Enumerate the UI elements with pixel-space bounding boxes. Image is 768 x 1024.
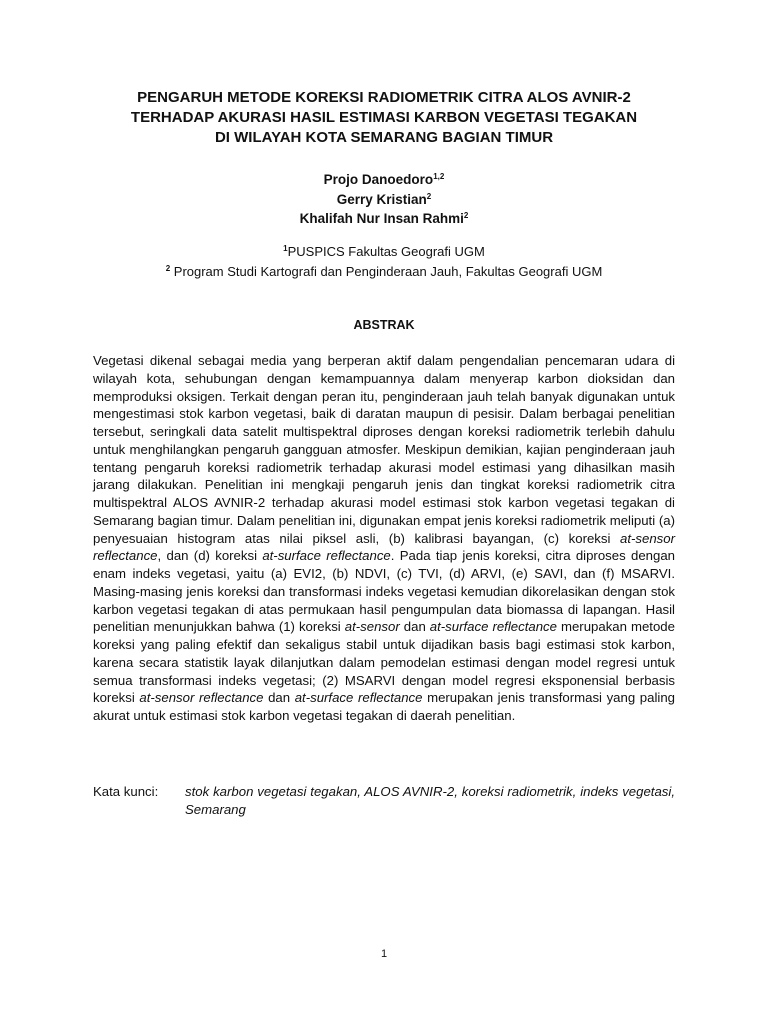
author-affiliation-mark: 2 bbox=[463, 211, 469, 220]
author-affiliation-mark: 1,2 bbox=[433, 172, 445, 181]
abstract-body bbox=[93, 352, 675, 725]
abstract-emphasis: at-surface reflectance bbox=[262, 548, 391, 564]
affiliation bbox=[0, 242, 768, 262]
abstract-text: Vegetasi dikenal sebagai media yang berperan aktif dalam pengendalian pencemaran udara di wilayah kota, sehubungan dengan kemampuannya dalam menyerap karbon dioksidan dan memproduksi oksigen. Terkait dengan peran itu, penginderaan jauh telah banyak digunakan untuk mengestimasi stok karbon vegetasi, baik di daratan maupun di pesisir. Dalam berbagai penelitian tersebut, seringkali data satelit multispektral diproses dengan koreksi radiometrik terlebih dahulu untuk menghilangkan pengaruh gangguan atmosfer. Meskipun demikian, kajian penginderaan jauh tentang pengaruh koreksi radiometrik terhadap akurasi model estimasi yang dihasilkan masih jarang dilakukan. Penelitian ini mengkaji pengaruh jenis dan tingkat koreksi radiometrik citra multispektral ALOS AVNIR-2 terhadap akurasi model estimasi stok karbon vegetasi tegakan di Semarang bagian timur. Dalam penelitian ini, digunakan empat jenis koreksi radiometrik meliputi (a) penyesuaian histogram atas nilai piksel asli, (b) kalibrasi bayangan, (c) koreksi bbox=[93, 353, 675, 546]
affiliation-mark: 1 bbox=[283, 244, 288, 253]
abstract-heading: ABSTRAK bbox=[353, 318, 415, 332]
abstract-text: merupakan jenis transformasi yang paling akurat untuk estimasi stok karbon vegetasi tegakan di daerah penelitian. bbox=[93, 690, 675, 723]
author-name: Khalifah Nur Insan Rahmi bbox=[299, 211, 464, 226]
keywords-block bbox=[93, 783, 675, 819]
author-list bbox=[0, 170, 768, 229]
author-affiliation-mark: 2 bbox=[426, 191, 432, 201]
keywords-text: stok karbon vegetasi tegakan, ALOS AVNIR-2, koreksi radiometrik, indeks vegetasi, Semarang bbox=[185, 784, 675, 817]
title-line-2: TERHADAP AKURASI HASIL ESTIMASI KARBON VEGETASI TEGAKAN bbox=[130, 109, 638, 126]
author bbox=[0, 190, 768, 210]
author-name: Gerry Kristian bbox=[336, 191, 427, 207]
affiliation-list bbox=[0, 242, 768, 281]
abstract-emphasis: at-surface reflectance bbox=[429, 619, 557, 635]
abstract-text: . Pada tiap jenis koreksi, citra diproses dengan enam indeks vegetasi, yaitu (a) EVI2, (b) NDVI, (c) TVI, (d) ARVI, (e) SAVI, dan (f) MSARVI. Masing-masing jenis koreksi dan transformasi indeks vegetasi kemudian dikorelasikan dengan stok karbon vegetasi tegakan di atas permukaan hasil pengumpulan data biomassa di lapangan. Hasil penelitian menunjukkan bahwa (1) koreksi bbox=[93, 548, 675, 635]
affiliation-text: Program Studi Kartografi dan Penginderaan Jauh, Fakultas Geografi UGM bbox=[170, 263, 603, 279]
paper-title bbox=[60, 88, 708, 148]
abstract-emphasis: at-surface reflectance bbox=[294, 690, 423, 706]
abstract-emphasis: at-sensor reflectance bbox=[139, 690, 264, 706]
abstract-text: dan bbox=[263, 690, 295, 706]
author-name: Projo Danoedoro bbox=[323, 172, 434, 187]
title-line-3: DI WILAYAH KOTA SEMARANG BAGIAN TIMUR bbox=[214, 129, 554, 146]
page-number: 1 bbox=[380, 948, 388, 960]
affiliation bbox=[0, 262, 768, 282]
keywords-label: Kata kunci: bbox=[93, 784, 159, 799]
affiliation-mark: 2 bbox=[165, 263, 171, 273]
author bbox=[0, 209, 768, 229]
abstract-emphasis: at-sensor bbox=[344, 619, 400, 635]
abstract-text: dan bbox=[399, 619, 430, 635]
abstract-text: merupakan metode koreksi yang paling efektif dan sekaligus stabil untuk dijadikan basis bagi estimasi stok karbon, karena secara statistik layak dilanjutkan dalam pemodelan estimasi dengan model regresi untuk semua transformasi indeks vegetasi; (2) MSARVI dengan model regresi eksponensial berbasis koreksi bbox=[93, 619, 675, 706]
author bbox=[0, 170, 768, 190]
affiliation-text: PUSPICS Fakultas Geografi UGM bbox=[287, 244, 485, 259]
abstract-emphasis: at-sensor reflectance bbox=[93, 530, 675, 564]
abstract-text: , dan (d) koreksi bbox=[157, 548, 263, 564]
title-line-1: PENGARUH METODE KOREKSI RADIOMETRIK CITRA ALOS AVNIR-2 bbox=[137, 89, 631, 106]
